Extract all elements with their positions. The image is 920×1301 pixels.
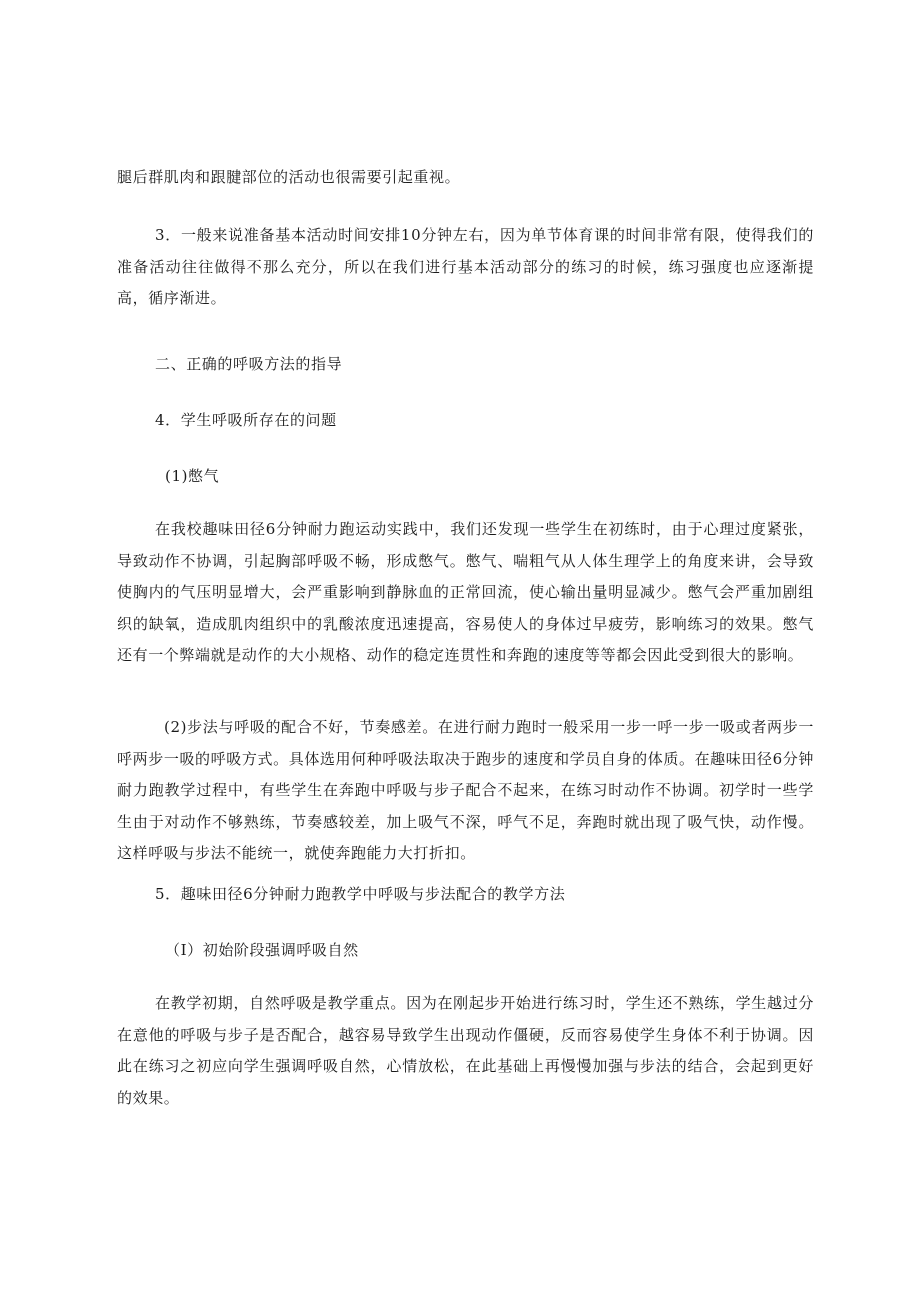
paragraph-continuation: 腿后群肌肉和跟腱部位的活动也很需要引起重视。 [117, 168, 461, 186]
item-heading-holding-breath: (1)憋气 [165, 467, 220, 485]
paragraph-step-breathing: (2)步法与呼吸的配合不好，节奏感差。在进行耐力跑时一般采用一步一呼一步一吸或者两步一呼两步一吸的呼吸方式。具体选用何种呼吸法取决于跑步的速度和学员自身的体质。在趣味田径6分钟耐力跑教学过程中，有些学生在奔跑中呼吸与步子配合不起来，在练习时动作不协调。初学时一些学生由于对动作不够熟练，节奏感较差，加上吸气不深，呼气不足，奔跑时就出现了吸气快，动作慢。这样呼吸与步法不能统一，就使奔跑能力大打折扣。 [117, 718, 814, 863]
subsection-heading-4: 4．学生呼吸所存在的问题 [155, 411, 337, 429]
paragraph-holding-breath: 在我校趣味田径6分钟耐力跑运动实践中，我们还发现一些学生在初练时，由于心理过度紧张，导致动作不协调，引起胸部呼吸不畅，形成憋气。憋气、喘粗气从人体生理学上的角度来讲，会导致使胸内的气压明显增大，会严重影响到静脉血的正常回流，使心输出量明显减少。憋气会严重加剧组织的缺氧，造成肌肉组织中的乳酸浓度迅速提高，容易使人的身体过早疲劳，影响练习的效果。憋气还有一个弊端就是动作的大小规格、动作的稳定连贯性和奔跑的速度等等都会因此受到很大的影响。 [117, 520, 814, 665]
section-heading-2: 二、正确的呼吸方法的指导 [155, 355, 343, 373]
paragraph-item-3: 3．一般来说准备基本活动时间安排10分钟左右，因为单节体育课的时间非常有限，使得我们的准备活动往往做得不那么充分，所以在我们进行基本活动部分的练习的时候，练习强度也应逐渐提高，循序渐进。 [117, 226, 814, 308]
subsection-heading-5: 5．趣味田径6分钟耐力跑教学中呼吸与步法配合的教学方法 [155, 885, 566, 903]
paragraph-initial-stage: 在教学初期，自然呼吸是教学重点。因为在刚起步开始进行练习时，学生还不熟练，学生越过分在意他的呼吸与步子是否配合，越容易导致学生出现动作僵硬，反而容易使学生身体不利于协调。因此在练习之初应向学生强调呼吸自然，心情放松，在此基础上再慢慢加强与步法的结合，会起到更好的效果。 [117, 994, 814, 1107]
item-heading-initial-stage: （I）初始阶段强调呼吸自然 [165, 941, 359, 959]
